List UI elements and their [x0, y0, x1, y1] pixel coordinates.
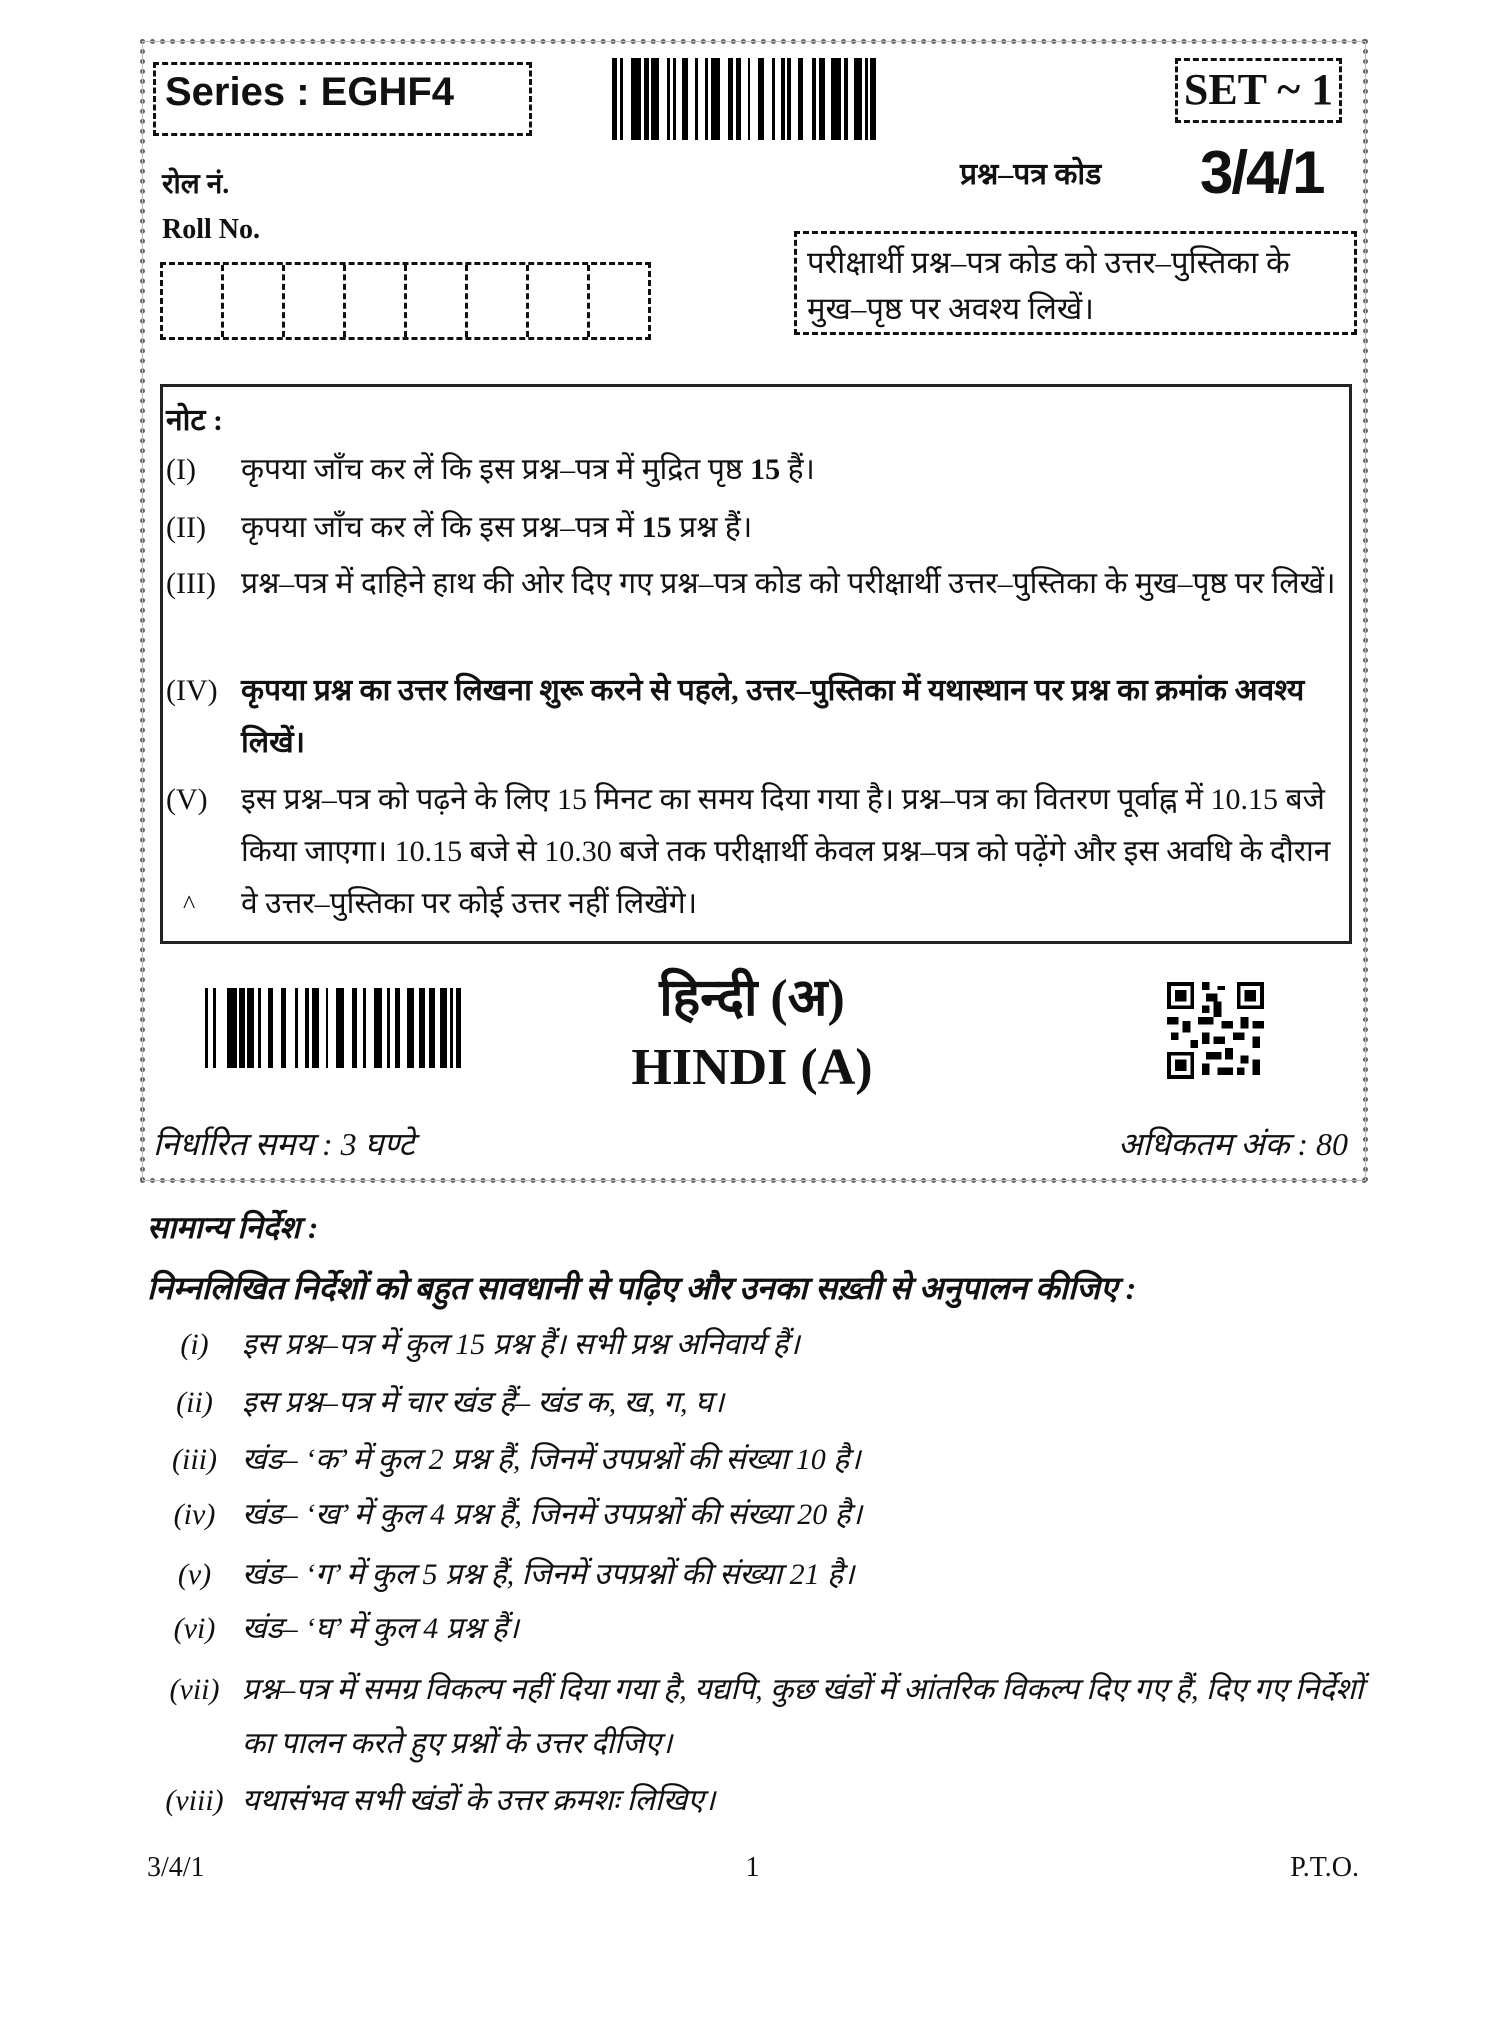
time-allowed: निर्धारित समय : 3 घण्टे — [153, 1126, 415, 1162]
note-item — [166, 665, 1346, 769]
note-title: नोट : — [166, 404, 224, 437]
instruction-item — [147, 1663, 1377, 1771]
note-item-text-after: प्रश्न हैं। — [671, 511, 753, 544]
general-instructions-title: सामान्य निर्देश : — [147, 1210, 319, 1245]
instruction-number: (v) — [177, 1558, 212, 1591]
code-instruction-text: परीक्षार्थी प्रश्न–पत्र कोड को उत्तर–पुस्तिका के मुख–पृष्ठ पर अवश्य लिखें। — [807, 245, 1290, 326]
instruction-item — [147, 1548, 1377, 1602]
note-item — [166, 558, 1346, 610]
roll-no-digit-box[interactable] — [468, 265, 529, 337]
note-item-text: प्रश्न–पत्र में दाहिने हाथ की ओर दिए गए प्रश्न–पत्र कोड को परीक्षार्थी उत्तर–पुस्तिका के मुख–पृष्ठ पर लिखें। — [241, 567, 1336, 600]
max-marks: अधिकतम अंक : 80 — [1117, 1126, 1348, 1162]
roll-no-digit-box[interactable] — [224, 265, 285, 337]
instruction-number: (ii) — [176, 1386, 213, 1419]
instruction-number: (i) — [180, 1328, 209, 1361]
instruction-text: खंड– ‘ख’ में कुल 4 प्रश्न हैं, जिनमें उपप्रश्नों की संख्या 20 है। — [242, 1498, 863, 1531]
instruction-item — [147, 1433, 1377, 1487]
instruction-item — [147, 1774, 1377, 1828]
note-item-bold: 15 — [750, 453, 781, 486]
page-number: 1 — [745, 1852, 760, 1883]
barcode-top-icon — [612, 58, 904, 140]
note-item-bold: 15 — [641, 511, 672, 544]
question-paper-code: 3/4/1 — [1200, 139, 1324, 206]
caret-mark: ^ — [183, 890, 196, 919]
subject-title-hindi: हिन्दी (अ) — [659, 970, 845, 1027]
note-item-number: (II) — [166, 511, 206, 544]
roll-no-digit-box[interactable] — [529, 265, 590, 337]
instruction-item — [147, 1318, 1377, 1372]
roll-no-label-english: Roll No. — [162, 214, 260, 245]
note-item-number: (I) — [166, 453, 196, 486]
instruction-text: खंड– ‘घ’ में कुल 4 प्रश्न हैं। — [242, 1612, 519, 1645]
pto-label: P.T.O. — [1290, 1852, 1359, 1883]
general-instructions-subtitle: निम्नलिखित निर्देशों को बहुत सावधानी से पढ़िए और उनका सख़्ती से अनुपालन कीजिए : — [147, 1270, 1137, 1306]
note-item-text: कृपया जाँच कर लें कि इस प्रश्न–पत्र में — [241, 511, 642, 544]
instruction-text: खंड– ‘क’ में कुल 2 प्रश्न हैं, जिनमें उपप्रश्नों की संख्या 10 है। — [242, 1443, 861, 1476]
series-label: Series : EGHF4 — [165, 70, 455, 114]
note-item-text: कृपया जाँच कर लें कि इस प्रश्न–पत्र में मुद्रित पृष्ठ — [241, 453, 751, 486]
note-item-number: (V) — [166, 783, 208, 816]
note-item — [166, 774, 1346, 930]
instruction-item — [147, 1602, 1377, 1656]
instruction-text: यथासंभव सभी खंडों के उत्तर क्रमशः लिखिए। — [242, 1784, 716, 1817]
subject-title-english: HINDI (A) — [631, 1039, 873, 1096]
instruction-text: इस प्रश्न–पत्र में चार खंड हैं– खंड क, ख, ग, घ। — [242, 1386, 725, 1419]
instruction-number: (iv) — [173, 1498, 216, 1531]
note-item-number: (IV) — [166, 674, 218, 707]
roll-no-label-hindi: रोल नं. — [162, 169, 230, 200]
instruction-number: (vi) — [173, 1612, 216, 1645]
code-instruction-box — [794, 231, 1357, 335]
note-item — [166, 444, 1346, 496]
footer-code: 3/4/1 — [147, 1852, 205, 1883]
note-item — [166, 502, 1346, 554]
instruction-text: खंड– ‘ग’ में कुल 5 प्रश्न हैं, जिनमें उपप्रश्नों की संख्या 21 है। — [242, 1558, 855, 1591]
roll-no-digit-box[interactable] — [590, 265, 648, 337]
instruction-text: प्रश्न–पत्र में समग्र विकल्प नहीं दिया गया है, यद्यपि, कुछ खंडों में आंतरिक विकल्प दिए गए हैं, दिए गए निर्देशों का पालन करते हुए प्रश्नों के उत्तर दीजिए। — [242, 1673, 1364, 1760]
roll-no-digit-box[interactable] — [163, 265, 224, 337]
qr-code-icon — [1167, 982, 1264, 1079]
instruction-number: (viii) — [165, 1784, 224, 1817]
question-paper-code-label: प्रश्न–पत्र कोड — [960, 158, 1102, 191]
roll-no-input[interactable] — [160, 262, 651, 340]
roll-no-digit-box[interactable] — [285, 265, 346, 337]
roll-no-digit-box[interactable] — [407, 265, 468, 337]
instruction-text: इस प्रश्न–पत्र में कुल 15 प्रश्न हैं। सभी प्रश्न अनिवार्य हैं। — [242, 1328, 800, 1361]
instruction-item — [147, 1376, 1377, 1430]
barcode-bottom-icon — [205, 988, 497, 1068]
note-item-number: (III) — [166, 567, 216, 600]
instruction-number: (iii) — [172, 1443, 217, 1476]
note-item-text: इस प्रश्न–पत्र को पढ़ने के लिए 15 मिनट का समय दिया गया है। प्रश्न–पत्र का वितरण पूर्वाह्न में 10.15 बजे किया जाएगा। 10.15 बजे से 10.30 बजे तक परीक्षार्थी केवल प्रश्न–पत्र को पढ़ेंगे और इस अवधि के दौरान वे उत्तर–पुस्तिका पर कोई उत्तर नहीं लिखेंगे। — [241, 783, 1331, 920]
instruction-number: (vii) — [169, 1673, 220, 1706]
roll-no-digit-box[interactable] — [346, 265, 407, 337]
set-label: SET ~ 1 — [1183, 65, 1334, 114]
instruction-item — [147, 1488, 1377, 1542]
note-item-text: कृपया प्रश्न का उत्तर लिखना शुरू करने से पहले, उत्तर–पुस्तिका में यथास्थान पर प्रश्न का क्रमांक अवश्य लिखें। — [241, 674, 1305, 759]
note-item-text-after: हैं। — [780, 453, 815, 486]
